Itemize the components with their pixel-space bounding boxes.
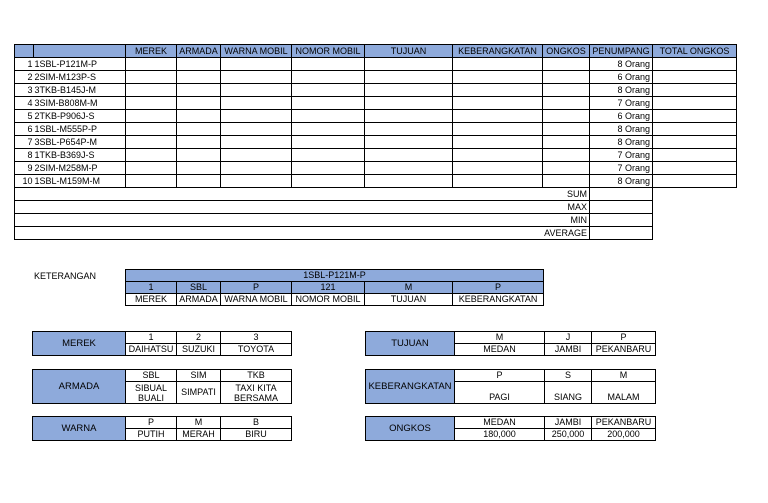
empty-cell[interactable] bbox=[177, 71, 221, 84]
lookup-armada bbox=[32, 369, 292, 404]
summary-row bbox=[15, 188, 737, 201]
table-row bbox=[15, 162, 737, 175]
empty-cell[interactable] bbox=[177, 162, 221, 175]
table-row bbox=[15, 84, 737, 97]
keterangan-part[interactable]: M bbox=[365, 282, 453, 294]
total-ongkos-cell[interactable] bbox=[653, 58, 737, 71]
empty-cell[interactable] bbox=[292, 110, 365, 123]
lookup-key[interactable]: J bbox=[545, 332, 592, 344]
empty-cell[interactable] bbox=[453, 71, 543, 84]
row-number[interactable]: 8 bbox=[15, 149, 34, 162]
empty-cell[interactable] bbox=[292, 136, 365, 149]
lookup-value[interactable]: JAMBI bbox=[545, 344, 592, 356]
row-number[interactable]: 5 bbox=[15, 110, 34, 123]
empty-cell[interactable] bbox=[292, 149, 365, 162]
empty-cell[interactable] bbox=[292, 175, 365, 188]
lookup-ongkos bbox=[365, 416, 656, 441]
keterangan-part[interactable]: 121 bbox=[292, 282, 365, 294]
lookup-value[interactable]: 200,000 bbox=[592, 429, 656, 441]
total-ongkos-cell[interactable] bbox=[653, 149, 737, 162]
keterangan-name[interactable]: MEREK bbox=[126, 294, 177, 306]
vehicle-code[interactable]: 3SIM-B808M-M bbox=[34, 97, 126, 110]
empty-cell[interactable] bbox=[126, 110, 177, 123]
summary-value[interactable] bbox=[590, 214, 653, 227]
empty-cell[interactable] bbox=[453, 58, 543, 71]
penumpang-cell[interactable]: 7 Orang bbox=[590, 97, 653, 110]
table-row bbox=[15, 58, 737, 71]
empty-cell[interactable] bbox=[292, 71, 365, 84]
lookup-key[interactable]: 2 bbox=[177, 332, 221, 344]
total-ongkos-cell[interactable] bbox=[653, 136, 737, 149]
row-number[interactable]: 6 bbox=[15, 123, 34, 136]
lookup-tujuan-label[interactable]: TUJUAN bbox=[366, 332, 455, 356]
keterangan-name[interactable]: ARMADA bbox=[177, 294, 221, 306]
header-tujuan[interactable]: TUJUAN bbox=[365, 45, 453, 58]
penumpang-cell[interactable]: 8 Orang bbox=[590, 84, 653, 97]
summary-value[interactable] bbox=[590, 201, 653, 214]
summary-spacer bbox=[15, 188, 34, 201]
lookup-value[interactable]: SUZUKI bbox=[177, 344, 221, 356]
lookup-value[interactable]: 180,000 bbox=[455, 429, 545, 441]
lookup-merek bbox=[32, 331, 292, 356]
empty-cell[interactable] bbox=[453, 84, 543, 97]
empty-cell[interactable] bbox=[126, 71, 177, 84]
keterangan-table bbox=[125, 269, 544, 306]
empty-cell[interactable] bbox=[292, 123, 365, 136]
lookup-value[interactable]: 250,000 bbox=[545, 429, 592, 441]
total-ongkos-cell[interactable] bbox=[653, 123, 737, 136]
empty-cell[interactable] bbox=[543, 175, 590, 188]
summary-label[interactable]: MIN bbox=[34, 214, 590, 227]
penumpang-cell[interactable]: 7 Orang bbox=[590, 162, 653, 175]
empty-cell[interactable] bbox=[365, 97, 453, 110]
empty-cell[interactable] bbox=[177, 110, 221, 123]
summary-value[interactable] bbox=[590, 227, 653, 240]
lookup-keberangkatan-label[interactable]: KEBERANGKATAN bbox=[366, 370, 455, 404]
lookup-key[interactable]: P bbox=[455, 370, 545, 382]
header-warna-mobil[interactable]: WARNA MOBIL bbox=[221, 45, 292, 58]
table-row bbox=[15, 123, 737, 136]
lookup-value[interactable]: PUTIH bbox=[126, 429, 177, 441]
lookup-value[interactable]: MEDAN bbox=[455, 344, 545, 356]
total-ongkos-cell[interactable] bbox=[653, 71, 737, 84]
keterangan-name[interactable]: WARNA MOBIL bbox=[221, 294, 292, 306]
empty-cell[interactable] bbox=[292, 58, 365, 71]
empty-cell[interactable] bbox=[365, 175, 453, 188]
rental-table bbox=[14, 44, 737, 240]
summary-spacer bbox=[15, 201, 34, 214]
penumpang-cell[interactable]: 8 Orang bbox=[590, 58, 653, 71]
lookup-ongkos-label[interactable]: ONGKOS bbox=[366, 417, 455, 441]
vehicle-code[interactable]: 3SBL-P654P-M bbox=[34, 136, 126, 149]
penumpang-cell[interactable]: 6 Orang bbox=[590, 110, 653, 123]
table-row bbox=[15, 97, 737, 110]
empty-cell[interactable] bbox=[221, 58, 292, 71]
lookup-key[interactable]: B bbox=[221, 417, 292, 429]
header-cell-blank[interactable] bbox=[15, 45, 34, 58]
header-cell-blank[interactable] bbox=[34, 45, 126, 58]
empty-cell[interactable] bbox=[365, 149, 453, 162]
keterangan-name[interactable]: TUJUAN bbox=[365, 294, 453, 306]
header-armada[interactable]: ARMADA bbox=[177, 45, 221, 58]
empty-cell[interactable] bbox=[221, 162, 292, 175]
summary-label[interactable]: SUM bbox=[34, 188, 590, 201]
lookup-value[interactable]: TOYOTA bbox=[221, 344, 292, 356]
lookup-merek-label[interactable]: MEREK bbox=[33, 332, 126, 356]
lookup-value[interactable]: PAGI bbox=[455, 382, 545, 404]
keterangan-part[interactable]: 1 bbox=[126, 282, 177, 294]
empty-cell[interactable] bbox=[453, 175, 543, 188]
penumpang-cell[interactable]: 8 Orang bbox=[590, 136, 653, 149]
row-number[interactable]: 4 bbox=[15, 97, 34, 110]
empty-cell[interactable] bbox=[453, 97, 543, 110]
row-number[interactable]: 10 bbox=[15, 175, 34, 188]
empty-cell[interactable] bbox=[221, 110, 292, 123]
vehicle-code[interactable]: 2TKB-P906J-S bbox=[34, 110, 126, 123]
keterangan-part[interactable]: SBL bbox=[177, 282, 221, 294]
lookup-value[interactable]: SIMPATI bbox=[177, 382, 221, 404]
summary-value[interactable] bbox=[590, 188, 653, 201]
empty-cell[interactable] bbox=[126, 123, 177, 136]
empty-cell[interactable] bbox=[543, 162, 590, 175]
table-row bbox=[15, 149, 737, 162]
vehicle-code[interactable]: 3TKB-B145J-M bbox=[34, 84, 126, 97]
summary-row bbox=[15, 227, 737, 240]
lookup-key[interactable]: P bbox=[126, 417, 177, 429]
header-nomor-mobil[interactable]: NOMOR MOBIL bbox=[292, 45, 365, 58]
empty-cell[interactable] bbox=[292, 97, 365, 110]
empty-cell[interactable] bbox=[177, 97, 221, 110]
header-total-ongkos[interactable]: TOTAL ONGKOS bbox=[653, 45, 737, 58]
empty-cell[interactable] bbox=[543, 110, 590, 123]
vehicle-code[interactable]: 2SIM-M258M-P bbox=[34, 162, 126, 175]
penumpang-cell[interactable]: 8 Orang bbox=[590, 123, 653, 136]
empty-cell[interactable] bbox=[221, 175, 292, 188]
empty-cell[interactable] bbox=[126, 136, 177, 149]
total-ongkos-cell[interactable] bbox=[653, 110, 737, 123]
summary-row bbox=[15, 201, 737, 214]
row-number[interactable]: 2 bbox=[15, 71, 34, 84]
lookup-warna bbox=[32, 416, 292, 441]
empty-cell[interactable] bbox=[221, 123, 292, 136]
row-number[interactable]: 1 bbox=[15, 58, 34, 71]
lookup-value[interactable]: SIANG bbox=[545, 382, 592, 404]
empty-cell[interactable] bbox=[221, 84, 292, 97]
lookup-warna-label[interactable]: WARNA bbox=[33, 417, 126, 441]
empty-cell[interactable] bbox=[177, 175, 221, 188]
summary-row bbox=[15, 214, 737, 227]
vehicle-code[interactable]: 2SIM-M123P-S bbox=[34, 71, 126, 84]
table-row bbox=[15, 136, 737, 149]
header-ongkos[interactable]: ONGKOS bbox=[543, 45, 590, 58]
empty-cell[interactable] bbox=[543, 84, 590, 97]
keterangan-name[interactable]: NOMOR MOBIL bbox=[292, 294, 365, 306]
empty-cell[interactable] bbox=[453, 149, 543, 162]
lookup-key[interactable]: P bbox=[592, 332, 656, 344]
keterangan-part[interactable]: P bbox=[453, 282, 544, 294]
lookup-tujuan bbox=[365, 331, 656, 356]
penumpang-cell[interactable]: 8 Orang bbox=[590, 175, 653, 188]
total-ongkos-cell[interactable] bbox=[653, 97, 737, 110]
penumpang-cell[interactable]: 6 Orang bbox=[590, 71, 653, 84]
header-keberangkatan[interactable]: KEBERANGKATAN bbox=[453, 45, 543, 58]
penumpang-cell[interactable]: 7 Orang bbox=[590, 149, 653, 162]
row-number[interactable]: 7 bbox=[15, 136, 34, 149]
empty-cell[interactable] bbox=[221, 97, 292, 110]
lookup-value[interactable]: BIRU bbox=[221, 429, 292, 441]
empty-cell[interactable] bbox=[365, 71, 453, 84]
lookup-key[interactable]: 3 bbox=[221, 332, 292, 344]
summary-label[interactable]: AVERAGE bbox=[34, 227, 590, 240]
total-ongkos-cell[interactable] bbox=[653, 84, 737, 97]
vehicle-code[interactable]: 1SBL-M159M-M bbox=[34, 175, 126, 188]
vehicle-code[interactable]: 1SBL-M555P-P bbox=[34, 123, 126, 136]
lookup-key[interactable]: SBL bbox=[126, 370, 177, 382]
lookup-key[interactable]: M bbox=[177, 417, 221, 429]
lookup-value[interactable]: DAIHATSU bbox=[126, 344, 177, 356]
row-number[interactable]: 9 bbox=[15, 162, 34, 175]
vehicle-code[interactable]: 1TKB-B369J-S bbox=[34, 149, 126, 162]
empty-cell[interactable] bbox=[365, 162, 453, 175]
lookup-value[interactable]: SIBUAL BUALI bbox=[126, 382, 177, 404]
lookup-key[interactable]: M bbox=[592, 370, 656, 382]
lookup-value[interactable]: MALAM bbox=[592, 382, 656, 404]
empty-cell[interactable] bbox=[177, 84, 221, 97]
empty-cell[interactable] bbox=[126, 149, 177, 162]
empty-cell[interactable] bbox=[292, 84, 365, 97]
summary-spacer bbox=[15, 214, 34, 227]
total-ongkos-cell[interactable] bbox=[653, 162, 737, 175]
lookup-key[interactable]: MEDAN bbox=[455, 417, 545, 429]
lookup-keberangkatan bbox=[365, 369, 656, 404]
header-row bbox=[15, 45, 737, 58]
lookup-key[interactable]: PEKANBARU bbox=[592, 417, 656, 429]
empty-cell[interactable] bbox=[221, 71, 292, 84]
keterangan-part[interactable]: P bbox=[221, 282, 292, 294]
empty-cell[interactable] bbox=[292, 162, 365, 175]
lookup-key[interactable]: 1 bbox=[126, 332, 177, 344]
lookup-value[interactable]: TAXI KITA BERSAMA bbox=[221, 382, 292, 404]
empty-cell[interactable] bbox=[365, 136, 453, 149]
empty-cell[interactable] bbox=[126, 175, 177, 188]
lookup-key[interactable]: SIM bbox=[177, 370, 221, 382]
summary-spacer bbox=[15, 227, 34, 240]
empty-cell[interactable] bbox=[126, 58, 177, 71]
empty-cell[interactable] bbox=[365, 110, 453, 123]
total-ongkos-cell[interactable] bbox=[653, 175, 737, 188]
empty-cell[interactable] bbox=[126, 97, 177, 110]
empty-cell[interactable] bbox=[365, 58, 453, 71]
empty-cell[interactable] bbox=[221, 149, 292, 162]
empty-cell[interactable] bbox=[177, 123, 221, 136]
summary-label[interactable]: MAX bbox=[34, 201, 590, 214]
header-merek[interactable]: MEREK bbox=[126, 45, 177, 58]
empty-cell[interactable] bbox=[177, 149, 221, 162]
empty-cell[interactable] bbox=[177, 136, 221, 149]
lookup-key[interactable]: JAMBI bbox=[545, 417, 592, 429]
empty-cell[interactable] bbox=[453, 110, 543, 123]
empty-cell[interactable] bbox=[543, 123, 590, 136]
empty-cell[interactable] bbox=[177, 58, 221, 71]
table-row bbox=[15, 110, 737, 123]
empty-cell[interactable] bbox=[126, 84, 177, 97]
header-penumpang[interactable]: PENUMPANG bbox=[590, 45, 653, 58]
lookup-key[interactable]: S bbox=[545, 370, 592, 382]
empty-cell[interactable] bbox=[543, 58, 590, 71]
empty-cell[interactable] bbox=[453, 136, 543, 149]
empty-cell[interactable] bbox=[543, 149, 590, 162]
lookup-armada-label[interactable]: ARMADA bbox=[33, 370, 126, 404]
keterangan-code[interactable]: 1SBL-P121M-P bbox=[126, 270, 544, 282]
empty-cell[interactable] bbox=[453, 123, 543, 136]
empty-cell[interactable] bbox=[221, 136, 292, 149]
lookup-key[interactable]: TKB bbox=[221, 370, 292, 382]
empty-cell[interactable] bbox=[126, 162, 177, 175]
empty-cell[interactable] bbox=[365, 123, 453, 136]
vehicle-code[interactable]: 1SBL-P121M-P bbox=[34, 58, 126, 71]
keterangan-name[interactable]: KEBERANGKATAN bbox=[453, 294, 544, 306]
lookup-key[interactable]: M bbox=[455, 332, 545, 344]
row-number[interactable]: 3 bbox=[15, 84, 34, 97]
lookup-value[interactable]: MERAH bbox=[177, 429, 221, 441]
table-row bbox=[15, 175, 737, 188]
lookup-value[interactable]: PEKANBARU bbox=[592, 344, 656, 356]
empty-cell[interactable] bbox=[453, 162, 543, 175]
empty-cell[interactable] bbox=[543, 97, 590, 110]
empty-cell[interactable] bbox=[543, 71, 590, 84]
keterangan-label: KETERANGAN bbox=[34, 271, 97, 281]
empty-cell[interactable] bbox=[543, 136, 590, 149]
table-row bbox=[15, 71, 737, 84]
empty-cell[interactable] bbox=[365, 84, 453, 97]
